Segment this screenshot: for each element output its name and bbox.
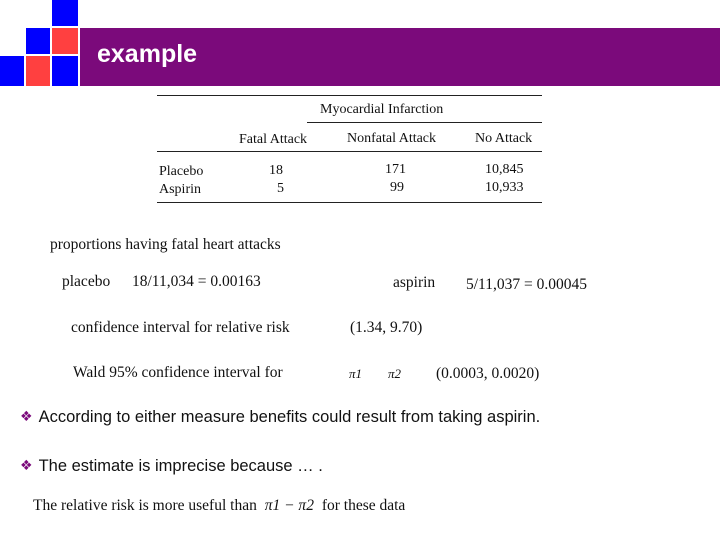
deco-square-blue-2 <box>26 28 50 54</box>
aspirin-proportion: 5/11,037 = 0.00045 <box>466 276 587 293</box>
table-cell: 10,845 <box>485 162 524 177</box>
closing-text-before: The relative risk is more useful than <box>33 497 257 514</box>
bullet-item <box>20 457 323 476</box>
table-cell: 5 <box>277 181 284 196</box>
bullet-text: The estimate is imprecise because … . <box>38 457 323 475</box>
deco-square-blue-1 <box>52 0 78 26</box>
placebo-proportion: 18/11,034 = 0.00163 <box>132 273 261 290</box>
closing-text-after: for these data <box>321 497 406 514</box>
table-cell: 18 <box>269 163 283 178</box>
deco-square-blue-3 <box>0 56 24 86</box>
proportions-heading: proportions having fatal heart attacks <box>50 236 281 253</box>
table-cell: 10,933 <box>485 180 524 195</box>
bullet-text: According to either measure benefits could result from taking aspirin. <box>38 408 541 426</box>
table-group-rule <box>307 122 542 123</box>
deco-square-blue-4 <box>52 56 78 86</box>
aspirin-label: aspirin <box>393 274 436 291</box>
table-cell: 171 <box>385 162 406 177</box>
wald-param-b: π2 <box>388 366 402 381</box>
diamond-bullet-icon: ❖ <box>20 408 33 424</box>
infarction-table <box>157 92 542 207</box>
table-bottom-rule <box>157 202 542 203</box>
table-header-rule <box>157 151 542 152</box>
table-top-rule <box>157 95 542 96</box>
deco-square-red-2 <box>26 56 50 86</box>
table-cell: 99 <box>390 180 404 195</box>
wald-param-a: π1 <box>349 366 363 381</box>
ci-relative-risk-label: confidence interval for relative risk <box>71 319 290 336</box>
closing-statement <box>33 497 405 515</box>
deco-square-red-1 <box>52 28 78 54</box>
wald-ci-value: (0.0003, 0.0020) <box>436 365 540 382</box>
closing-expr: π1 − π2 <box>264 497 314 514</box>
column-header: No Attack <box>475 131 533 146</box>
placebo-label: placebo <box>62 273 111 290</box>
wald-ci-label: Wald 95% confidence interval for <box>73 364 283 381</box>
column-header: Nonfatal Attack <box>347 131 437 146</box>
row-label: Aspirin <box>159 182 201 197</box>
diamond-bullet-icon: ❖ <box>20 457 33 473</box>
row-label: Placebo <box>159 164 204 179</box>
table-group-header: Myocardial Infarction <box>320 102 444 117</box>
slide-title: example <box>97 40 198 68</box>
bullet-item <box>20 408 540 427</box>
ci-relative-risk-value: (1.34, 9.70) <box>350 319 423 336</box>
column-header: Fatal Attack <box>239 132 308 147</box>
